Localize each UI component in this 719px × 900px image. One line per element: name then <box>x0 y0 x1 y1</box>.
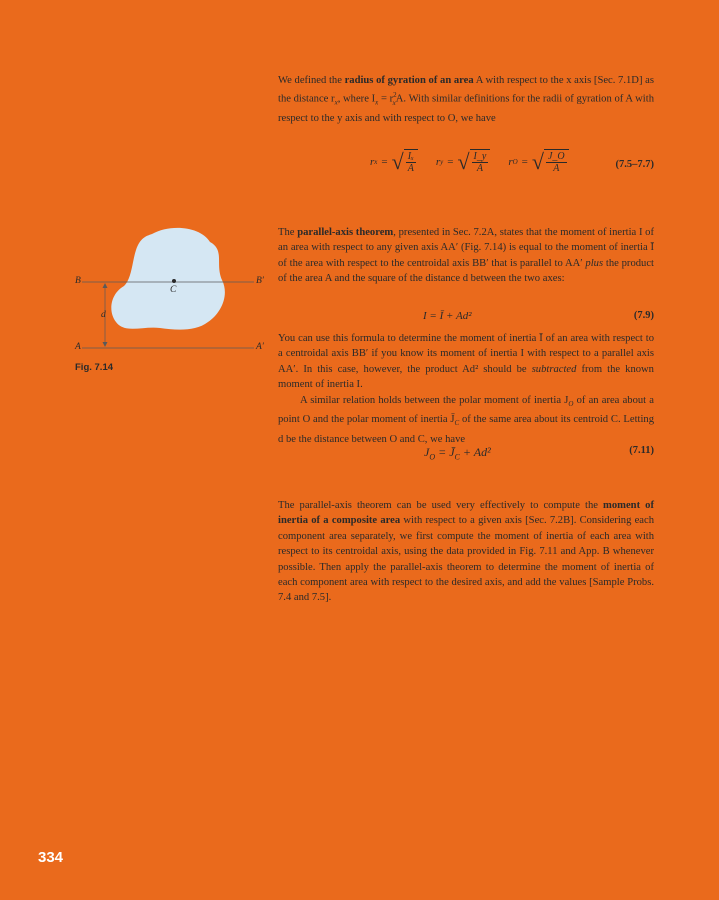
equals-sign: = <box>447 155 454 168</box>
eq-jbar: = J̄ <box>435 445 455 459</box>
rx-fraction <box>404 149 418 174</box>
italic-term: plus <box>585 257 604 269</box>
radius-equation <box>278 147 654 181</box>
area-shape <box>111 228 225 330</box>
frac-num: I_y <box>473 151 487 162</box>
rx-term <box>370 149 418 174</box>
bold-term: moment of inertia of a composite area <box>278 500 654 527</box>
ry-term <box>436 149 490 174</box>
label-b-prime: B′ <box>256 276 264 286</box>
rx-sub: x <box>374 157 378 166</box>
eq-tail: + Ad² <box>459 445 491 459</box>
polar-paragraph <box>278 393 654 447</box>
text-run: We defined the <box>278 75 345 86</box>
text-run: , where I <box>337 93 376 105</box>
text-run: from the known moment of inertia I. <box>278 363 654 391</box>
frac-num: J_O <box>547 151 565 162</box>
equals-sign: = <box>381 155 388 168</box>
text-run: of the same area about its centroid C. Letting d be the distance between O and C, we have <box>278 414 654 445</box>
text-run: = r <box>378 93 394 105</box>
figure-caption: Fig. 7.14 <box>75 362 114 373</box>
ry-symbol: r <box>435 155 441 168</box>
radius-of-gyration-paragraph: We defined the radius of gyration of an area A with respect to the x axis [Sec. 7.1D] as the distance $r_x$, where $I_x = r^2_xA$. With similar definitions for the radii of gyration of A with respect to the y axis and with respect to O, we have <box>278 75 654 125</box>
italic-term: subtracted <box>531 363 577 375</box>
polar-equation <box>278 443 654 477</box>
sub-c: C <box>454 419 460 428</box>
sqrt-icon: √ <box>391 148 404 174</box>
text-run: The parallel-axis theorem can be used very effectively to compute the <box>278 500 604 511</box>
text-run: A with respect to the x axis [Sec. 7.1D] as the distance r <box>278 75 654 105</box>
text-run: You can use this formula to determine the moment of inertia Ī of an area with respect to a centroidal axis BB′ if you know its moment of inertia I with respect to a parallel axis AA′. In this case, however, the product Ad² should be <box>278 333 654 375</box>
frac-den: A <box>476 163 483 174</box>
label-c: C <box>170 285 177 295</box>
equation-number: (7.5–7.7) <box>615 159 654 170</box>
text-run: the product of the area A and the square of the distance d between the two axes: <box>278 257 654 285</box>
bold-term: parallel-axis theorem <box>297 227 394 238</box>
equation-body: I = Ī + Ad² <box>423 310 472 322</box>
text-run: A. With similar definitions for the radii of gyration of A with respect to the y axis and with respect to O, we have <box>278 93 654 125</box>
frac-num: Iₓ <box>407 151 414 162</box>
arrow-up-icon <box>103 283 108 288</box>
sqrt-icon: √ <box>457 148 470 174</box>
frac-den: A <box>407 163 414 174</box>
text-run: A similar relation holds between the polar moment of inertia J <box>300 394 569 406</box>
ry-sub: y <box>440 157 444 166</box>
label-a-prime: A′ <box>256 342 264 352</box>
equation-number: (7.9) <box>633 310 654 321</box>
equals-sign: = <box>521 155 528 168</box>
eq-j: J <box>424 445 430 459</box>
bold-term: radius of gyration of an area <box>344 75 474 86</box>
ro-term <box>508 149 568 174</box>
sub-o: O <box>568 399 574 408</box>
equation-number: (7.11) <box>629 445 654 456</box>
ry-fraction <box>470 149 491 174</box>
eq-sub-c: C <box>454 452 460 462</box>
sqrt-icon: √ <box>531 148 544 174</box>
ro-sub: O <box>512 157 518 166</box>
page-number: 334 <box>38 849 64 866</box>
rx-symbol: r <box>370 155 375 168</box>
text-run: , presented in Sec. 7.2A, states that the moment of inertia I of an area with respect to any given axis AA′ (Fig. 7.14) is equal to the moment of inertia Ī of the area with respect to the centroidal axis BB′ that is parallel to AA′ <box>278 227 654 269</box>
equation-body <box>424 445 491 461</box>
text-run: The <box>278 227 298 238</box>
eq-sub-o: O <box>429 452 436 462</box>
label-b: B <box>75 276 81 286</box>
centroid-point <box>172 279 176 283</box>
text-run: with respect to a given axis [Sec. 7.2B]. Considering each component area separately, we first compute the moment of inertia of each area with respect to its centroidal axis, using the data provided in Fig. 7.11 and App. B whenever possible. Then apply the parallel-axis theorem to determine the moment of inertia of each component area with respect to the desired axis, and add the values [Sample Probs. 7.4 and 7.5]. <box>278 515 654 604</box>
frac-den: A <box>553 163 560 174</box>
ro-symbol: r <box>508 155 513 168</box>
formula-paragraph <box>278 331 654 447</box>
composite-area-paragraph <box>278 498 654 606</box>
label-d: d <box>101 310 106 320</box>
ro-fraction <box>544 149 569 174</box>
arrow-down-icon <box>103 342 108 347</box>
label-a: A <box>75 342 81 352</box>
text-run: of an area about a point O and the polar moment of inertia J̄ <box>278 394 654 426</box>
parallel-axis-paragraph <box>278 225 654 287</box>
